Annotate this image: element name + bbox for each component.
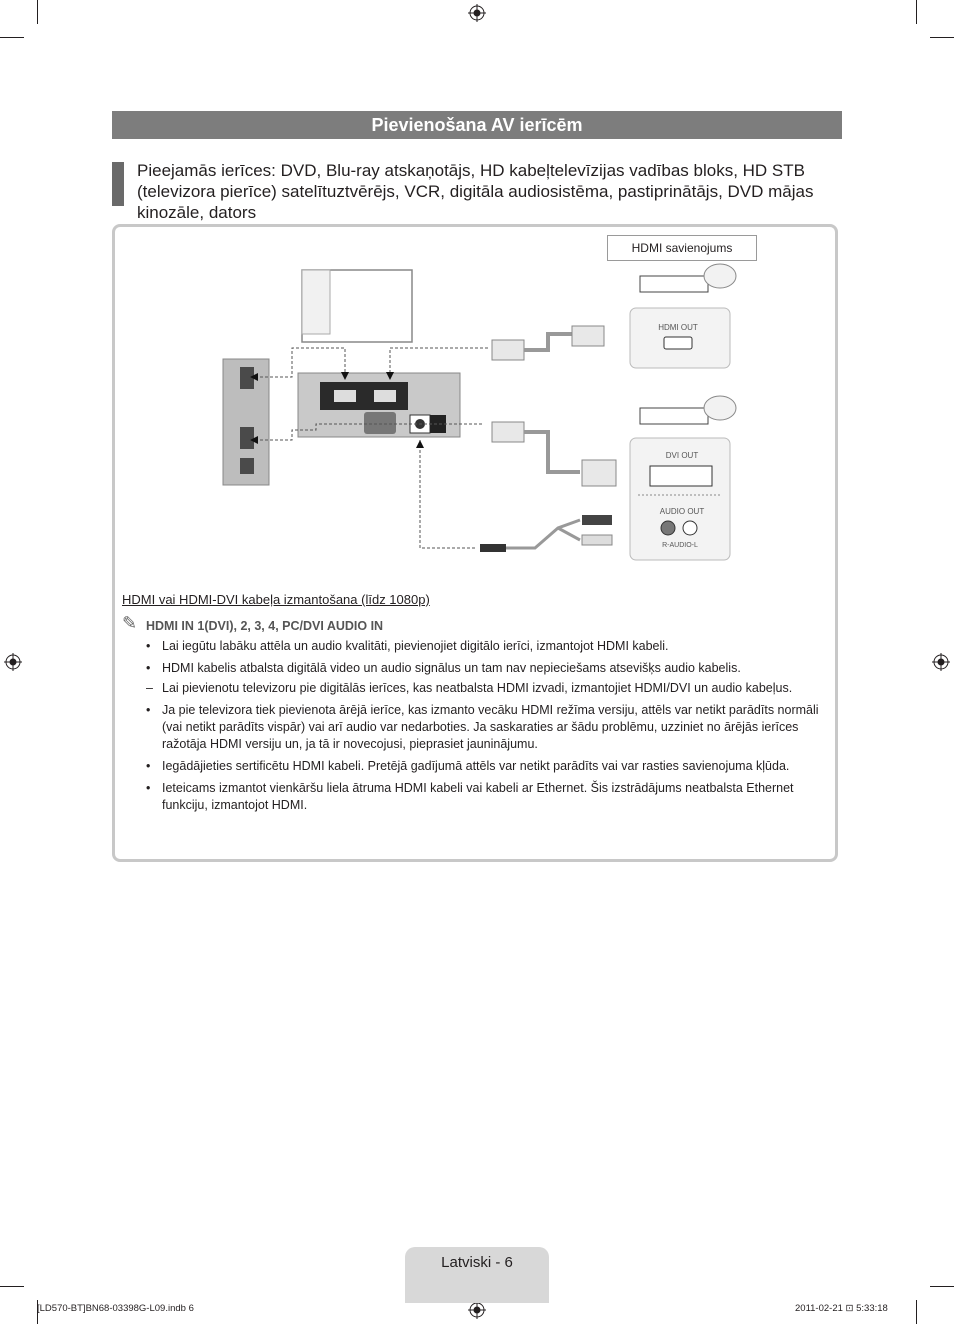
crop-mark <box>37 0 38 24</box>
bullet-mark: – <box>146 681 153 695</box>
list-item-text: Lai iegūtu labāku attēla un audio kvalitāti, pievienojiet digitālo ierīci, izmantojot HDMI kabeli. <box>162 639 669 653</box>
audio-out-label: AUDIO OUT <box>659 507 705 516</box>
intro-marker <box>112 162 124 206</box>
dvi-connector <box>582 460 616 486</box>
dvi-out-label: DVI OUT <box>665 451 699 460</box>
crop-mark <box>0 1286 24 1287</box>
list-item <box>146 758 836 775</box>
list-item-text: HDMI kabelis atbalsta digitālā video un audio signālus un tam nav nepieciešams atsevišķs audio kabelis. <box>162 661 741 675</box>
registration-mark-icon <box>4 653 22 671</box>
bullet-mark: • <box>146 661 151 675</box>
footer-file: [LD570-BT]BN68-03398G-L09.indb 6 <box>37 1303 194 1314</box>
r-audio-l-label: R-AUDIO-L <box>662 542 698 549</box>
dvd-player <box>640 408 708 424</box>
list-item-text: Ieteicams izmantot vienkāršu liela ātruma HDMI kabeli vai kabeli ar Ethernet. Šis izstrādājums neatbalsta Ethernet funkciju, izmantojot HDMI. <box>162 781 794 812</box>
list-item-text: Iegādājieties sertificētu HDMI kabeli. Pretējā gadījumā attēls var netikt parādīts vai var rasties savienojuma kļūda. <box>162 759 790 773</box>
note-heading: HDMI IN 1(DVI), 2, 3, 4, PC/DVI AUDIO IN <box>146 619 384 633</box>
list-item-text: Lai pievienotu televizoru pie digitālās ierīces, kas neatbalsta HDMI izvadi, izmantojiet HDMI/DVI un audio kabeļus. <box>162 681 793 695</box>
bullet-list <box>146 638 836 814</box>
bluray-player <box>640 276 708 292</box>
list-item <box>146 780 836 814</box>
page-title: Pievienošana AV ierīcēm <box>112 111 842 139</box>
hdmi-connector <box>492 422 524 442</box>
crop-mark <box>916 0 917 24</box>
footer-date: 2011-02-21 ⊡ 5:33:18 <box>795 1303 888 1314</box>
list-item <box>146 702 836 753</box>
section-subtitle: HDMI vai HDMI-DVI kabeļa izmantošana (līdz 1080p) <box>122 592 430 607</box>
bullet-mark: • <box>146 703 151 717</box>
list-item <box>146 660 836 677</box>
intro-text: Pieejamās ierīces: DVD, Blu-ray atskaņotājs, HD kabeļtelevīzijas vadības bloks, HD STB (televizora pierīce) satelītuztvērējs, VCR, digitāla audiosistēma, pastiprinātājs, DVD mājas kinozāle, dators <box>137 161 814 222</box>
bullet-mark: • <box>146 759 151 773</box>
diagram-label: HDMI savienojums <box>607 235 757 261</box>
registration-mark-icon <box>468 1301 486 1319</box>
list-item <box>146 638 836 655</box>
bullet-mark: • <box>146 639 151 653</box>
hdmi-out-label: HDMI OUT <box>658 323 698 332</box>
registration-mark-icon <box>468 4 486 22</box>
crop-mark <box>930 1286 954 1287</box>
audio-jack <box>480 544 506 552</box>
list-item-text: Ja pie televizora tiek pievienota ārējā ierīce, kas izmanto vecāku HDMI režīma versiju, attēls var netikt parādīts normāli (vai netikt parādīts vispār) vai arī audio var nedarboties. Ja saskaraties ar šādu problēmu, uzziniet no ārējās ierīces ražotāja HDMI versiju un, ja tā ir novecojusi, pieprasiet jauninājumu. <box>162 703 819 751</box>
page-number-tab: Latviski - 6 <box>405 1247 549 1303</box>
pencil-note-icon: ✎ <box>122 613 138 633</box>
hdmi-connector <box>492 340 524 360</box>
crop-mark <box>0 37 24 38</box>
rca-plug-red <box>582 515 612 525</box>
crop-mark <box>916 1300 917 1324</box>
registration-mark-icon <box>932 653 950 671</box>
hdmi-connector <box>572 326 604 346</box>
connection-diagram <box>220 262 740 572</box>
bullet-mark: • <box>146 781 151 795</box>
crop-mark <box>930 37 954 38</box>
rca-plug-white <box>582 535 612 545</box>
list-item <box>146 680 836 697</box>
